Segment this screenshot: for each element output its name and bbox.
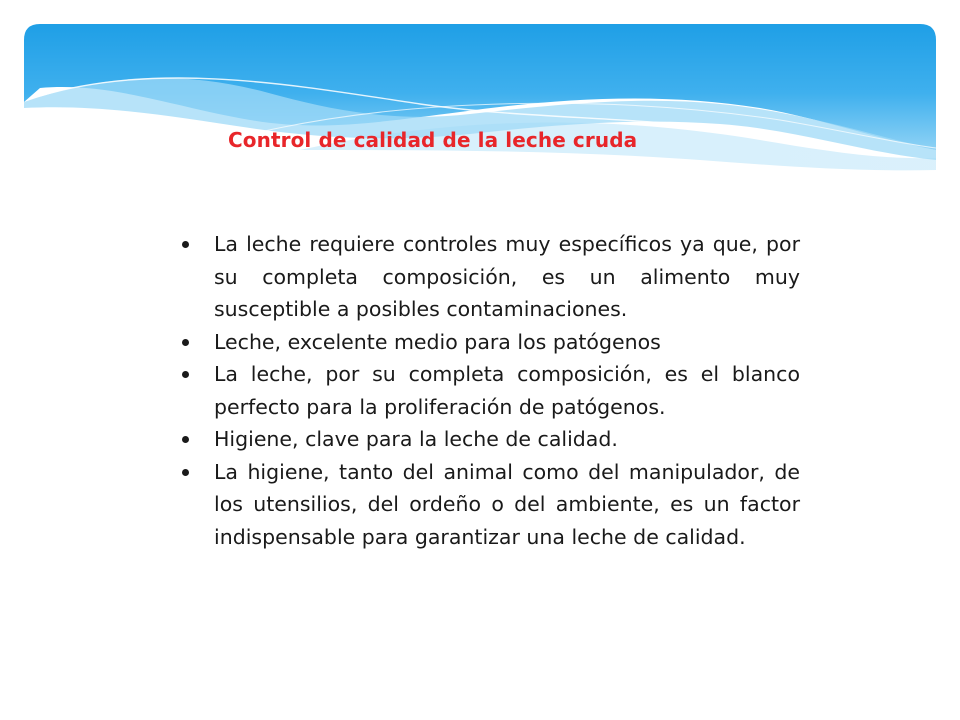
bullet-item	[180, 423, 800, 456]
header-wave-banner	[0, 0, 960, 200]
slide-title: Control de calidad de la leche cruda	[228, 128, 638, 152]
bullet-dot-icon	[182, 241, 189, 248]
bullet-text: La higiene, tanto del animal como del manipulador, de los utensilios, del ordeño o del ambiente, es un factor indispensable para garantizar una leche de calidad.	[214, 459, 800, 549]
bullet-item	[180, 326, 800, 359]
bullet-text: Higiene, clave para la leche de calidad.	[214, 427, 618, 451]
bullet-item	[180, 456, 800, 554]
bullet-text: Leche, excelente medio para los patógenos	[214, 329, 661, 354]
bullet-dot-icon	[182, 436, 189, 443]
bullet-item	[180, 228, 800, 326]
bullet-dot-icon	[182, 371, 189, 378]
bullet-dot-icon	[182, 339, 189, 346]
bullet-item	[180, 358, 800, 423]
bullet-text: La leche requiere controles muy específicos ya que, por su completa composición, es un alimento muy susceptible a posibles contaminaciones.	[214, 232, 800, 321]
bullet-list	[180, 228, 800, 553]
bullet-text: La leche, por su completa composición, es el blanco perfecto para la proliferación de patógenos.	[214, 362, 800, 419]
bullet-dot-icon	[182, 469, 189, 476]
